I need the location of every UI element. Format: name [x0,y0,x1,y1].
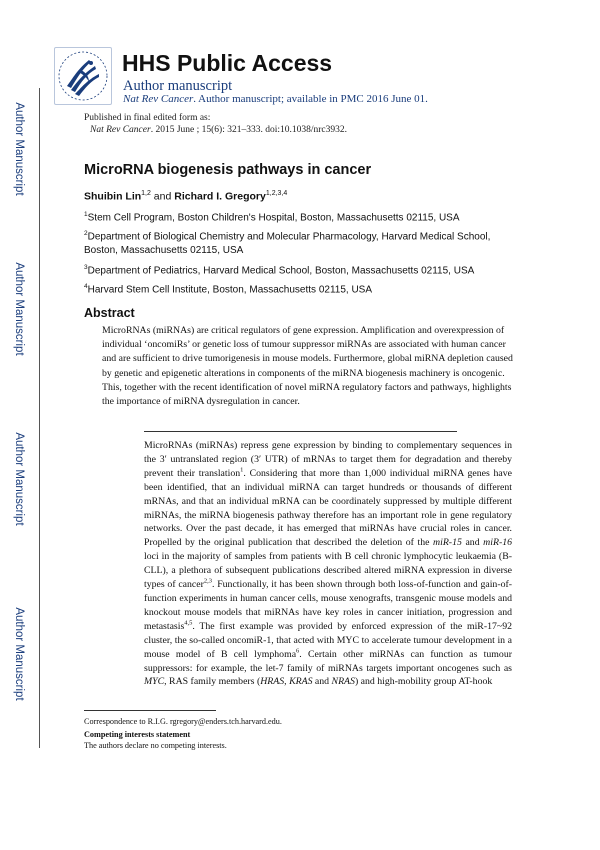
reference-link[interactable]: 4,5 [184,619,193,627]
journal-citation-name: Nat Rev Cancer [90,125,151,135]
body-paragraph: MicroRNAs (miRNAs) repress gene expression by binding to complementary sequences in the 3′ untranslated region (3′ UTR) of mRNAs to target them for degradation and thereby prevent their translation$^1$. Considering that more than 1,000 individual miRNA genes have been identified, that an individual miRNA can target hundreds or thousands of different mRNAs, and that an individual mRNA can be coordinately suppressed by multiple different miRNAs, the miRNA biogenesis pathway therefore has an important role in gene regulatory networks. Over the past decade, it has emerged that miRNAs have crucial roles in cancer. Propelled by the original publication that described the deletion of the miR-15 and miR-16 loci in the majority of samples from patients with B cell chronic lymphocytic leukaemia (B-CLL), a plethora of subsequent publications described altered miRNA expression in diverse types of cancer$^{2,3}$. Functionally, it has been shown through both loss-of-function and gain-of-function experiments in human cancer cells, mouse xenografts, transgenic mouse models and knockout mouse models that miRNAs have key roles in cancer initiation, progression and metastasis$^{4,5}$. The first example was provided by enforced expression of the miR-17~92 cluster, the so-called oncomiR-1, that acted with MYC to accelerate tumour development in a mouse model of B cell lymphoma$^6$. Certain other miRNAs can function as tumour suppressors: for example, the let-7 family of miRNAs targets important oncogenes such as MYC, RAS family members (HRAS, KRAS and NRAS) and high-mobility group AT-hook [144,440,513,688]
sidebar-divider [39,88,40,748]
author-manuscript-sidebar [0,0,40,850]
author-name: Shuibin Lin [84,190,142,203]
hhs-title: HHS Public Access [122,50,333,76]
section-divider [144,431,457,432]
author-name: Richard I. Gregory [174,190,266,203]
reference-link[interactable]: 6 [296,647,300,655]
publication-info: Published in final edited form as: Nat Rev Cancer. 2015 June ; 15(6): 321–333. doi:10.1038/nrc3932. [84,113,348,135]
sidebar-label: Author Manuscript [13,102,25,196]
author-manuscript-subtitle: Author manuscript [123,78,233,94]
availability-note: Nat Rev Cancer. Author manuscript; available in PMC 2016 June 01. [123,93,428,105]
affiliation: $^3$Department of Pediatrics, Harvard Medical School, Boston, Massachusetts 02115, USA [84,264,475,277]
affiliation: $^2$Department of Biological Chemistry and Molecular Pharmacology, Harvard Medical School, Boston, Massachusetts 02115, USA [84,230,491,257]
author-list: Shuibin Lin$^{1,2}$ and Richard I. Gregory$^{1,2,3,4}$ [84,190,288,203]
hhs-eagle-logo-icon [54,47,112,105]
journal-name[interactable]: Nat Rev Cancer [123,93,194,105]
affiliation: $^1$Stem Cell Program, Boston Children's Hospital, Boston, Massachusetts 02115, USA [84,211,460,224]
reference-link[interactable]: 2,3 [203,577,213,585]
abstract-body: MicroRNAs (miRNAs) are critical regulators of gene expression. Amplification and overexpression of individual ‘oncomiRs’ or genetic loss of tumour suppressor miRNAs are associated with human cancer and are sufficient to drive tumorigenesis in mouse models. Furthermore, global miRNA depletion caused by genetic and epigenetic alterations in components of the miRNA biogenesis machinery is oncogenic. This, together with the recent identification of novel miRNA regulatory factors and pathways, highlights the importance of miRNA dysregulation in cancer. [102,325,513,408]
competing-interests-text: The authors declare no competing interests. [84,741,227,750]
sidebar-label: Author Manuscript [13,262,25,356]
sidebar-label: Author Manuscript [13,432,25,526]
sidebar-label: Author Manuscript [13,607,25,701]
article-title: MicroRNA biogenesis pathways in cancer [84,162,372,178]
reference-link[interactable]: 1 [240,466,244,474]
affiliation: $^4$Harvard Stem Cell Institute, Boston, Massachusetts 02115, USA [84,283,373,296]
footnote-divider [84,710,216,711]
correspondence-note: Correspondence to R.I.G. rgregory@enders.tch.harvard.edu. [84,717,282,726]
citation[interactable]: . 2015 June ; 15(6): 321–333. doi:10.1038/nrc3932. [150,125,348,135]
abstract-heading: Abstract [84,306,135,320]
competing-interests-heading: Competing interests statement [84,730,191,739]
